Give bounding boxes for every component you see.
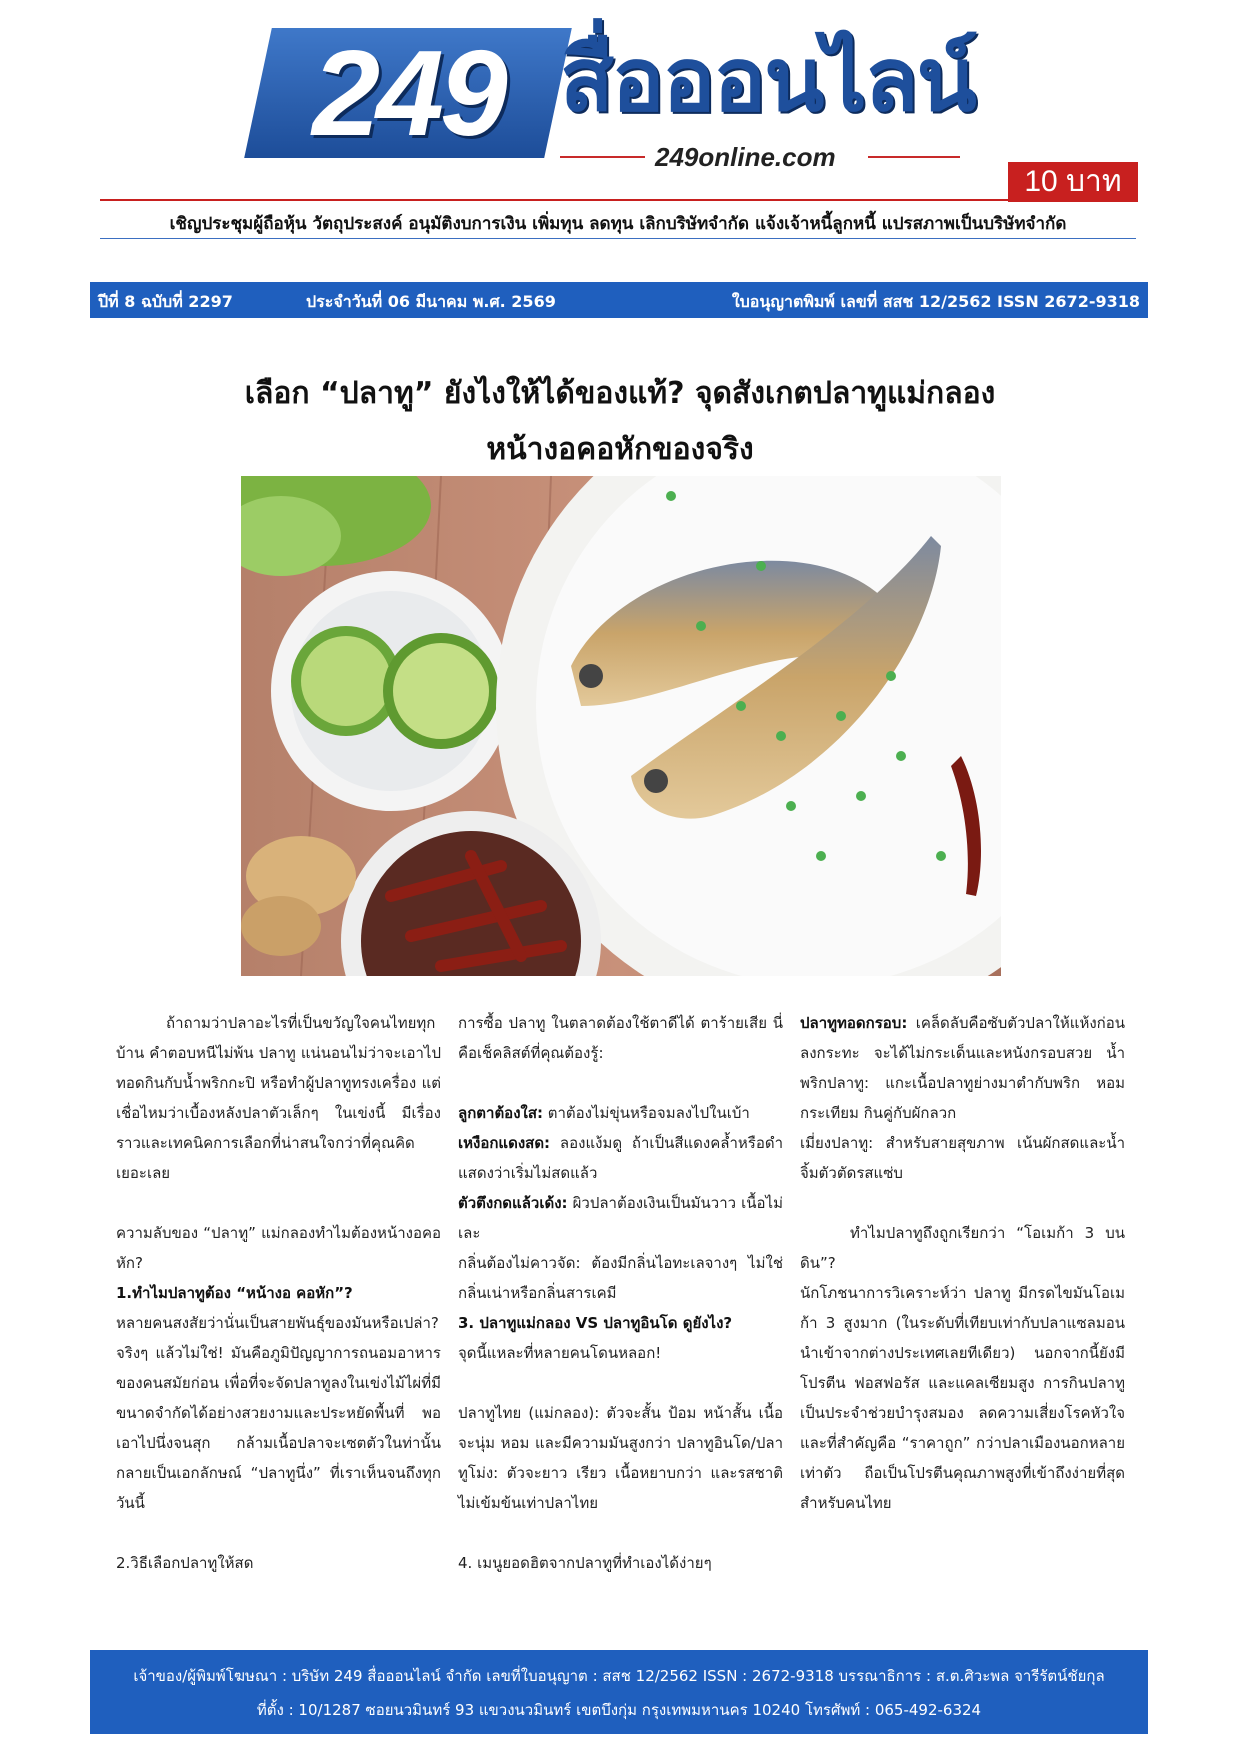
col2-bold-2: เหงือกแดงสด: [458,1134,551,1152]
logo-rule-right [868,156,960,158]
logo-number: 249 [312,25,504,161]
issue-number: ปีที่ 8 ฉบับที่ 2297 [98,292,233,311]
col2-paragraph-2: กลิ่นต้องไม่คาวจัด: ต้องมีกลิ่นไอทะเลจางๆ ไม่ใช่กลิ่นเน่าหรือกลิ่นสารเคมี [458,1254,783,1302]
logo-url: 249online.com [655,142,836,172]
headline-line-1: เลือก “ปลาทู” ยังไงให้ได้ของแท้? จุดสังเกตปลาทูแม่กลอง [244,376,996,411]
col2-heading-4: 4. เมนูยอดฮิตจากปลาทูที่ทำเองได้ง่ายๆ [458,1554,712,1572]
article-headline [150,366,1090,478]
col1-heading-2: 2.วิธีเลือกปลาทูให้สด [116,1554,254,1572]
col3-paragraph-1: เมี่ยงปลาทู: สำหรับสายสุขภาพ เน้นผักสดและน้ำจิ้มตัวตัดรสแซ่บ [800,1134,1125,1182]
col3-text-1: เคล็ดลับคือซับตัวปลาให้แห้งก่อนลงกระทะ จะได้ไม่กระเด็นและหนังกรอบสวย น้ำพริกปลาทู: แกะเนื้อปลาทูย่างมาตำกับพริก หอม กระเทียม กินคู่กับผักลวก [800,1014,1125,1122]
price-badge: 10 บาท [1008,162,1138,202]
footer-line-2: ที่ตั้ง : 10/1287 ซอยนวมินทร์ 93 แขวงนวมินทร์ เขตบึงกุ่ม กรุงเทพมหานคร 10240 โทรศัพท์ : 065-492-6324 [256,1701,982,1719]
footer-bar [90,1650,1148,1734]
col2-paragraph-1: การซื้อ ปลาทู ในตลาดต้องใช้ตาดีได้ ตาร้ายเสีย นี่คือเช็คลิสต์ที่คุณต้องรู้: [458,1014,783,1062]
col2-text-2: ลองแง้มดู ถ้าเป็นสีแดงคล้ำหรือดำแสดงว่าเริ่มไม่สดแล้ว [458,1134,783,1182]
masthead-tagline: เชิญประชุมผู้ถือหุ้น วัตถุประสงค์ อนุมัติงบการเงิน เพิ่มทุน ลดทุน เลิกบริษัทจำกัด แจ้งเจ้าหนี้ลูกหนี้ แปรสภาพเป็นบริษัทจำกัด [169,214,1067,234]
col2-bold-1: ลูกตาต้องใส: [458,1104,543,1122]
masthead-rule-blue [100,238,1136,239]
article-column-3 [800,1008,1125,1518]
issue-date: ประจำวันที่ 06 มีนาคม พ.ศ. 2569 [306,292,556,311]
article-column-1 [116,1008,441,1578]
logo-249-block [244,25,572,161]
masthead-rule-red [100,199,1136,201]
issue-bar [90,282,1148,318]
headline-line-2: หน้างอคอหักของจริง [486,432,754,467]
article-column-2 [458,1008,783,1578]
col2-heading-3: 3. ปลาทูแม่กลอง VS ปลาทูอินโด ดูยังไง? [458,1314,733,1332]
logo-thai-text: สื่อออนไลน์ [560,30,975,129]
footer-line-1: เจ้าของ/ผู้พิมพ์โฆษณา : บริษัท 249 สื่อออนไลน์ จำกัด เลขที่ใบอนุญาต : สสช 12/2562 ISSN : 2672-9318 บรรณาธิการ : ส.ต.ศิวะพล จารีรัตน์ชัยกุล [133,1667,1105,1685]
col3-paragraph-2: ทำไมปลาทูถึงถูกเรียกว่า “โอเมก้า 3 บนดิน”? [800,1224,1125,1272]
col3-bold-1: ปลาทูทอดกรอบ: [800,1014,908,1032]
col2-text-1: ตาต้องไม่ขุ่นหรือจมลงไปในเบ้า [543,1104,750,1122]
col2-bold-3: ตัวตึงกดแล้วเด้ง: [458,1194,568,1212]
col1-heading-1: 1.ทำไมปลาทูต้อง “หน้างอ คอหัก”? [116,1284,353,1302]
col3-paragraph-3: นักโภชนาการวิเคราะห์ว่า ปลาทู มีกรดไขมันโอเมก้า 3 สูงมาก (ในระดับที่เทียบเท่ากับปลาแซลมอนนำเข้าจากต่างประเทศเลยทีเดียว) นอกจากนี้ยังมีโปรตีน ฟอสฟอรัส และแคลเซียมสูง การกินปลาทูเป็นประจำช่วยบำรุงสมอง ลดความเสี่ยงโรคหัวใจ และที่สำคัญคือ “ราคาถูก” กว่าปลาเมืองนอกหลายเท่าตัว ถือเป็นโปรตีนคุณภาพสูงที่เข้าถึงง่ายที่สุดสำหรับคนไทย [800,1284,1125,1512]
logo-rule-left [560,156,645,158]
col1-paragraph-3: หลายคนสงสัยว่านั่นเป็นสายพันธุ์ของมันหรือเปล่า? จริงๆ แล้วไม่ใช่! มันคือภูมิปัญญาการถนอมอาหารของคนสมัยก่อน เพื่อที่จะจัดปลาทูลงในเข่งไม้ไผ่ที่มีขนาดจำกัดได้อย่างสวยงามและประหยัดพื้นที่ พอเอาไปนึ่งจนสุก กล้ามเนื้อปลาจะเซตตัวในท่านั้น กลายเป็นเอกลักษณ์ “ปลาทูนึ่ง” ที่เราเห็นจนถึงทุกวันนี้ [116,1314,441,1512]
article-photo [241,476,1001,976]
col1-paragraph-1: ถ้าถามว่าปลาอะไรที่เป็นขวัญใจคนไทยทุกบ้าน คำตอบหนีไม่พ้น ปลาทู แน่นอนไม่ว่าจะเอาไปทอดกินกับน้ำพริกกะปิ หรือทำผู้ปลาทูทรงเครื่อง แต่เชื่อไหมว่าเบื้องหลังปลาตัวเล็กๆ ในเข่งนี้ มีเรื่องราวและเทคนิคการเลือกที่น่าสนใจกว่าที่คุณคิดเยอะเลย [116,1014,441,1182]
col2-paragraph-3: จุดนี้แหละที่หลายคนโดนหลอก! [458,1344,662,1362]
col2-paragraph-4: ปลาทูไทย (แม่กลอง): ตัวจะสั้น ป้อม หน้าสั้น เนื้อจะนุ่ม หอม และมีความมันสูงกว่า ปลาทูอินโด/ปลาทูโม่ง: ตัวจะยาว เรียว เนื้อหยาบกว่า และรสชาติไม่เข้มข้นเท่าปลาไทย [458,1404,783,1512]
col1-paragraph-2: ความลับของ “ปลาทู” แม่กลองทำไมต้องหน้างอคอหัก? [116,1224,441,1272]
issue-license: ใบอนุญาตพิมพ์ เลขที่ สสช 12/2562 ISSN 2672-9318 [731,292,1140,311]
fish-dish-illustration [241,476,1001,976]
col2-text-3: ผิวปลาต้องเงินเป็นมันวาว เนื้อไม่เละ [458,1194,783,1242]
